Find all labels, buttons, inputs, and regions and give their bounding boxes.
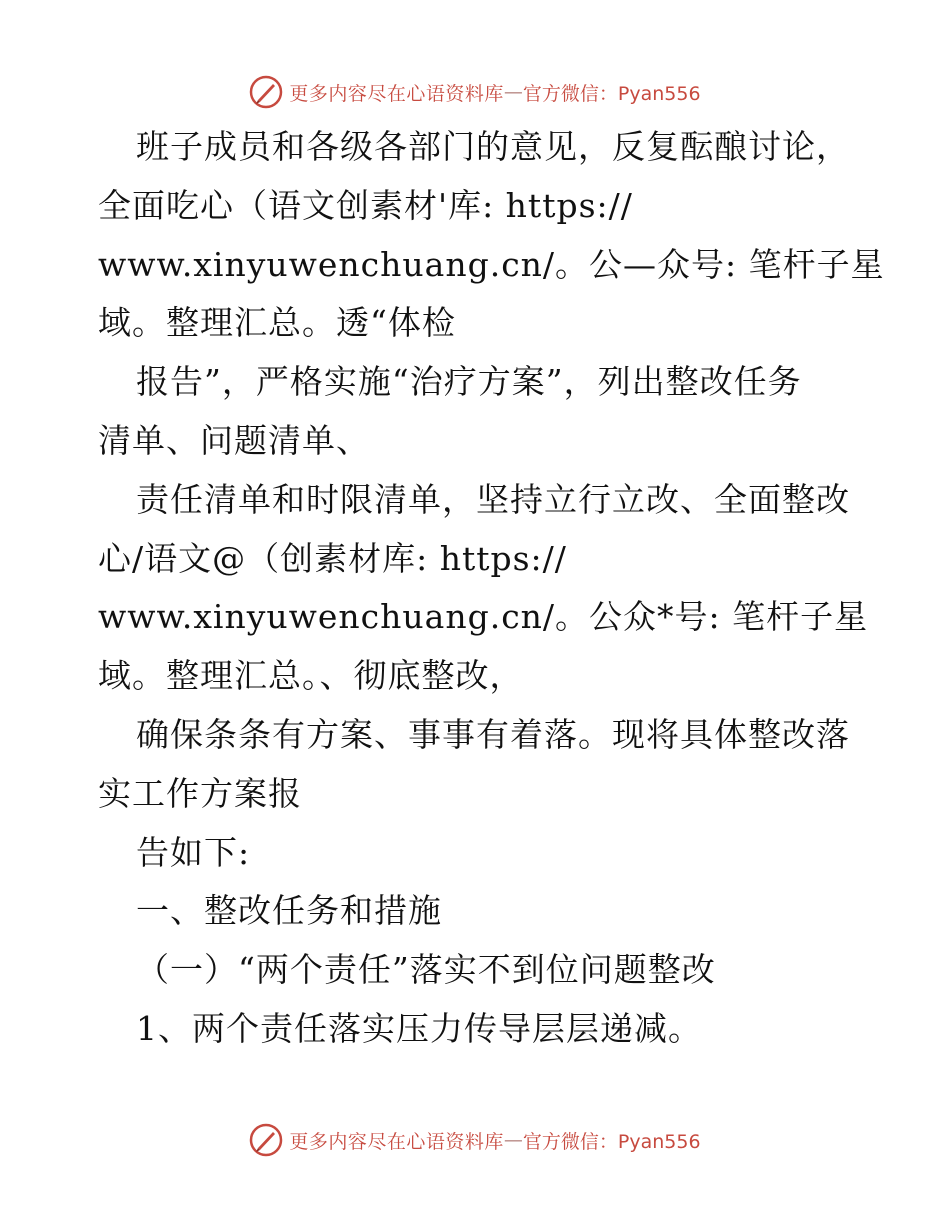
body-line: 班子成员和各级各部门的意见，反复酝酿讨论， — [136, 127, 850, 166]
body-line: 确保条条有方案、事事有着落。现将具体整改落 — [136, 714, 850, 754]
document-body — [98, 118, 885, 1059]
watermark-separator: — — [503, 81, 523, 103]
body-line: 报告”，严格实施“治疗方案”，列出整改任务 — [136, 362, 802, 402]
body-line: 清单、问题清单、 — [98, 420, 370, 460]
section-heading: 一、整改任务和措施 — [136, 891, 442, 931]
watermark-separator: — — [503, 1129, 523, 1151]
watermark-contact-text: 官方微信：Pyan556 — [522, 82, 701, 105]
body-line: 告如下: — [136, 832, 251, 872]
body-line: www.xinyuwenchuang.cn/。公—众号: 笔杆子星 — [98, 244, 885, 284]
watermark-footer — [0, 1120, 950, 1160]
body-line: 心/语文@（创素材库: https:// — [98, 538, 567, 578]
quill-logo-icon — [249, 1123, 283, 1157]
watermark-header — [0, 72, 950, 112]
watermark-contact-text: 官方微信：Pyan556 — [522, 1130, 701, 1153]
watermark-main-text: 更多内容尽在心语资料库 — [289, 82, 504, 105]
body-line: 实工作方案报 — [98, 773, 302, 813]
body-line: www.xinyuwenchuang.cn/。公众*号: 笔杆子星 — [98, 597, 869, 637]
subsection-heading: （一）“两个责任”落实不到位问题整改 — [136, 950, 716, 990]
quill-logo-icon — [249, 75, 283, 109]
body-line: 域。整理汇总。、彻底整改， — [98, 656, 524, 696]
body-line: 全面吃心（语文创素材'库: https:// — [98, 185, 633, 225]
body-line: 责任清单和时限清单，坚持立行立改、全面整改 — [136, 479, 850, 519]
body-line: 1、两个责任落实压力传导层层递减。 — [136, 1008, 702, 1048]
watermark-main-text: 更多内容尽在心语资料库 — [289, 1130, 504, 1153]
body-line: 域。整理汇总。透“体检 — [98, 303, 456, 343]
